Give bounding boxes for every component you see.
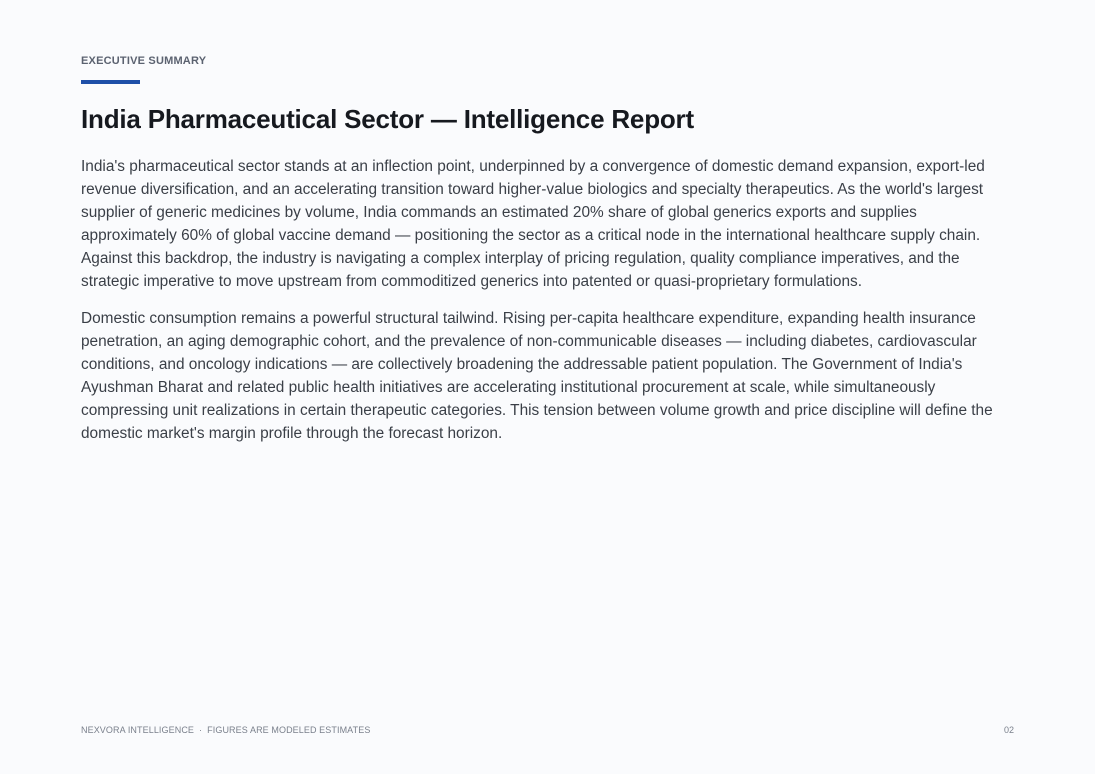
footer-separator: · (199, 725, 203, 735)
report-page (81, 0, 1016, 774)
accent-bar (81, 80, 140, 84)
summary-body (81, 155, 1016, 459)
summary-paragraph-2: Domestic consumption remains a powerful structural tailwind. Rising per-capita healthcare expenditure, expanding health insurance penetration, an aging demographic cohort, and the prevalence of non-communicable diseases — including diabetes, cardiovascular conditions, and oncology indications — are collectively broadening the addressable patient population. The Government of India's Ayushman Bharat and related public health initiatives are accelerating institutional procurement at scale, while simultaneously compressing unit realizations in certain therapeutic categories. This tension between volume growth and price discipline will define the domestic market's margin profile through the forecast horizon. (81, 310, 993, 442)
footer-brand: NEXVORA INTELLIGENCE (81, 725, 195, 735)
section-label: EXECUTIVE SUMMARY (81, 55, 207, 67)
page-number: 02 (1003, 725, 1014, 735)
summary-paragraph-1: India's pharmaceutical sector stands at an inflection point, underpinned by a convergence of domestic demand expansion, export-led revenue diversification, and an accelerating transition toward higher-value biologics and specialty therapeutics. As the world's largest supplier of generic medicines by volume, India commands an estimated 20% share of global generics exports and supplies approximately 60% of global vaccine demand — positioning the sector as a critical node in the international healthcare supply chain. Against this backdrop, the industry is navigating a complex interplay of pricing regulation, quality compliance imperatives, and the strategic imperative to move upstream from commoditized generics into patented or quasi-proprietary formulations. (81, 158, 985, 290)
page-title: India Pharmaceutical Sector — Intelligence Report (81, 104, 694, 134)
footer-credit (81, 725, 370, 735)
footer-note: FIGURES ARE MODELED ESTIMATES (207, 725, 371, 735)
